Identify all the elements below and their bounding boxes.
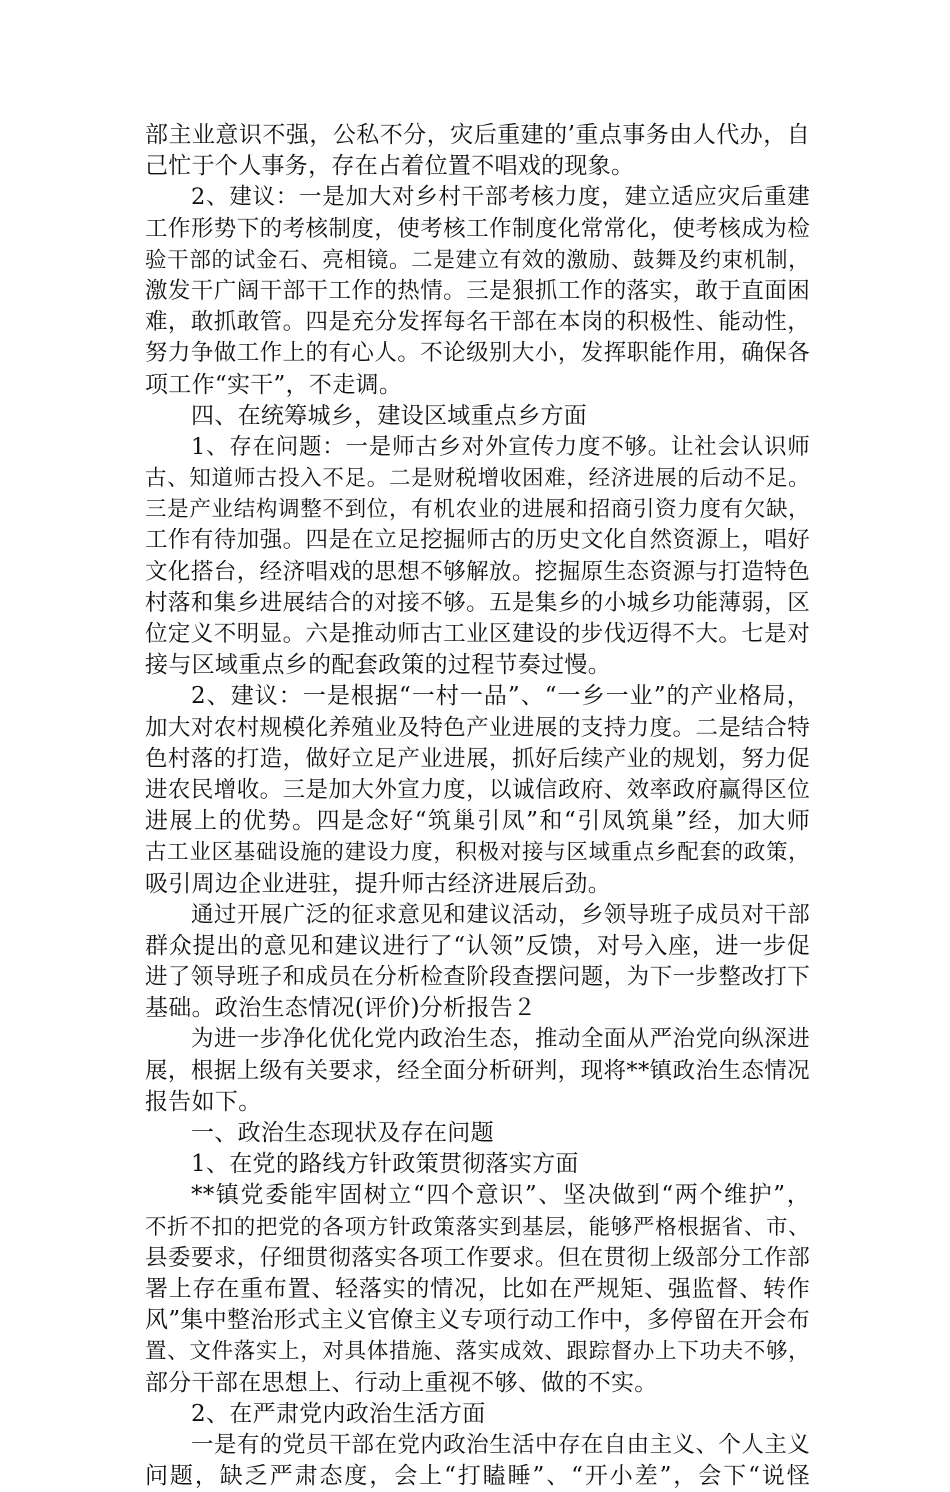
text-line: 报告如下。 [145,1088,262,1115]
text-line: 进农民增收。三是加大外宣力度，以诚信政府、效率政府赢得区位 [145,776,810,803]
paragraph-first-line: 2、建议：一是加大对乡村干部考核力度，建立适应灾后重建 [191,184,810,211]
paragraph-first-line: 通过开展广泛的征求意见和建议活动，乡领导班子成员对干部 [191,901,810,928]
text-line: 进展上的优势。四是念好“筑巢引凤”和“引凤筑巢”经，加大师 [145,808,810,835]
text-line: 加大对农村规模化养殖业及特色产业进展的支持力度。二是结合特 [145,714,810,741]
text-line: 基础。政治生态情况(评价)分析报告２ [145,995,537,1022]
text-line: 署上存在重布置、轻落实的情况，比如在严规矩、强监督、转作 [145,1275,810,1302]
text-line: 难，敢抓敢管。四是充分发挥每名干部在本岗的积极性、能动性， [145,309,810,336]
text-line: 群众提出的意见和建议进行了“认领”反馈，对号入座，进一步促 [145,932,810,959]
paragraph-first-line: 1、存在问题：一是师古乡对外宣传力度不够。让社会认识师 [191,433,810,460]
text-line: 置、文件落实上，对具体措施、落实成效、跟踪督办上下功夫不够， [145,1339,810,1365]
text-line: 部主业意识不强，公私不分，灾后重建的’重点事务由人代办，自 [145,122,810,148]
text-line: 工作形势下的考核制度，使考核工作制度化常常化，使考核成为检 [145,215,810,242]
text-line: 己忙于个人事务，存在占着位置不唱戏的现象。 [145,153,635,180]
text-line: 项工作“实干”，不走调。 [145,371,403,398]
paragraph-first-line: 为进一步净化优化党内政治生态，推动全面从严治党向纵深进 [191,1026,810,1053]
paragraph-first-line: 四、在统筹城乡，建设区域重点乡方面 [191,402,588,429]
text-line: 不折不扣的把党的各项方针政策落实到基层，能够严格根据省、市、 [145,1214,810,1240]
text-line: 风”集中整治形式主义官僚主义专项行动工作中，多停留在开会布 [145,1307,810,1334]
text-line: 县委要求，仔细贯彻落实各项工作要求。但在贯彻上级部分工作部 [145,1244,810,1271]
text-line: 古、知道师古投入不足。二是财税增收困难，经济进展的后动不足。 [145,466,810,492]
text-line: 进了领导班子和成员在分析检查阶段查摆问题，为下一步整改打下 [145,964,810,991]
text-line: 接与区域重点乡的配套政策的过程节奏过慢。 [145,652,611,679]
paragraph-first-line: 一、政治生态现状及存在问题 [191,1120,494,1146]
paragraph-first-line: 1、在党的路线方针政策贯彻落实方面 [191,1151,579,1178]
document-body [145,120,810,1492]
text-line: 村落和集乡进展结合的对接不够。五是集乡的小城乡功能薄弱，区 [145,589,810,616]
text-line: 古工业区基础设施的建设力度，积极对接与区域重点乡配套的政策， [145,840,810,866]
paragraph-first-line: 2、在严肃党内政治生活方面 [191,1400,486,1427]
text-line: 努力争做工作上的有心人。不论级别大小，发挥职能作用，确保各 [145,340,810,367]
paragraph-first-line: 一是有的党员干部在党内政治生活中存在自由主义、个人主义 [191,1431,810,1458]
text-line: 部分干部在思想上、行动上重视不够、做的不实。 [145,1369,658,1396]
text-line: 工作有待加强。四是在立足挖掘师古的历史文化自然资源上，唱好 [145,527,810,554]
text-line: 吸引周边企业进驻，提升师古经济进展后劲。 [145,870,611,897]
paragraph-first-line: 2、建议：一是根据“一村一品”、“一乡一业”的产业格局， [191,683,810,710]
text-line: 位定义不明显。六是推动师古工业区建设的步伐迈得不大。七是对 [145,621,810,647]
paragraph-first-line: **镇党委能牢固树立“四个意识”、坚决做到“两个维护”， [191,1182,810,1209]
text-line: 文化搭台，经济唱戏的思想不够解放。挖掘原生态资源与打造特色 [145,558,810,585]
text-line: 色村落的打造，做好立足产业进展，抓好后续产业的规划，努力促 [145,745,810,772]
text-line: 激发干广阔干部干工作的热情。三是狠抓工作的落实，敢于直面困 [145,277,810,304]
text-line: 问题，缺乏严肃态度，会上“打瞌睡”、“开小差”，会下“说怪 [145,1463,810,1490]
text-line: 三是产业结构调整不到位，有机农业的进展和招商引资力度有欠缺， [145,497,810,523]
text-line: 验干部的试金石、亮相镜。二是建立有效的激励、鼓舞及约束机制， [145,247,810,273]
text-line: 展，根据上级有关要求，经全面分析研判，现将**镇政治生态情况 [145,1057,810,1084]
